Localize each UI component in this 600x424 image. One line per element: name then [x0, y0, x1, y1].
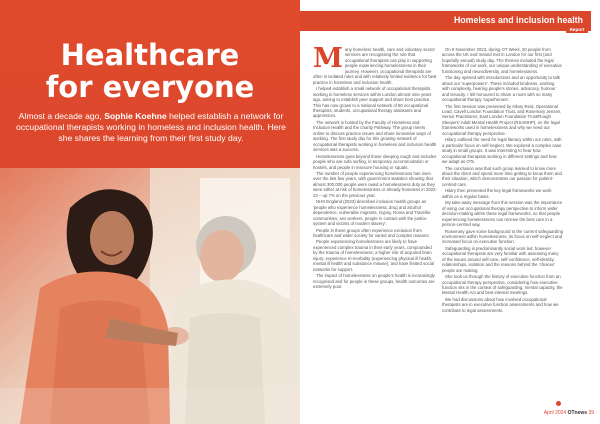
section-header-bar — [300, 11, 591, 31]
section-title: Homeless and inclusion health — [453, 15, 583, 25]
paragraph: The conclusion was that such group learned to know more about the client and spend more time getting to know them and their situation, which demonstrates our passion for patient-centred care. — [442, 165, 562, 187]
paragraph: The number of people experiencing homelessness has risen over the last few years, with government statistics showing that almost 300,000 people were owed a homelessness duty as they were either at risk of homelessness or already homeless in 2022-23 – up 7% on the previous year. — [313, 170, 437, 198]
drop-cap: M — [313, 43, 343, 74]
paragraph: Hilary outlined the need for legal literacy within our roles, with a particular focus on self-neglect. We explored a complex case study in small groups. It was interesting to hear how occupational therapists working in different settings and how we adapt as OTs. — [442, 137, 562, 165]
page-footer — [544, 410, 594, 416]
paragraph: The impact of homelessness on people's health is increasingly recognised and for people in these groups, health outcomes are extremely poor. — [313, 273, 435, 290]
intro-text-before: Almost a decade ago, — [18, 111, 105, 121]
portrait-photo-icon — [0, 168, 300, 424]
paragraph: The first session was presented by Hilary Reid, Operational Lead, Cavell London Foundation Trust, and Rosemary Jensen, Senior Practitioner, East London Foundation Trust/Rough Sleepers' Adult Mental Health Project (RSAMHP), on the legal frameworks used in homelessness and why we need our occupational therapy perspective. — [442, 103, 562, 136]
hero-intro — [12, 111, 290, 145]
paragraph: My take-away message from this session was the importance of using our occupational therapy perspective to inform wider decision-making within these legal frameworks, so that people experiencing homelessness can receive the best care in a person-centred way. — [442, 200, 563, 228]
paragraph: NHS England (2023) describes inclusion health groups as 'people who experience homelessness, drug and alcohol dependence, vulnerable migrants, Gypsy, Roma and Traveller communities, sex workers, people in contact with the justice system and victims of modern slavery'. — [313, 199, 431, 227]
paragraph: We had discussions about how involved occupational therapists are in executive function assessments and how we contribute to legal assessments. — [442, 296, 559, 313]
paragraph: People in these groups often experience exclusion from healthcare and wider society for varied and complex reasons. — [313, 227, 430, 238]
paragraph: Homelessness goes beyond those sleeping rough and includes people who are sofa surfing, in temporary accommodation or hostels, and people in insecure housing or squats. — [313, 153, 437, 170]
footer-month: April 2024 — [543, 410, 567, 416]
article-column-2 — [442, 47, 563, 314]
paragraph: I helped establish a small network of occupational therapists working in homeless services within London almost nine years ago, aiming to establish peer support and share best practice. This has now grown to a national network of 60 occupational therapists, students, occupational therapy assistants and apprentices. — [313, 86, 432, 119]
paragraph: On 9 November 2023, during OT Week, 20 people from across the UK and Ireland met in London for our first (and hopefully annual) study day. The themes included the legal frameworks of our work, our unique understanding of executive functioning and neurodiversity, and homelessness. — [442, 47, 562, 74]
article-end-icon — [556, 401, 561, 406]
hero-title-line2: for everyone — [45, 70, 255, 104]
footer-publication: OTnews — [567, 410, 588, 416]
intro-author-name: Sophie Koehne — [104, 111, 167, 121]
article-column-1 — [313, 43, 437, 290]
paragraph: The day opened with introductions and an opportunity to talk about our 'superpowers'. These included kindness, working with complexity, hearing people's stories, advocacy, humour and tenacity. I felt honoured to share a room with so many occupational therapy 'superheroes'. — [442, 75, 560, 103]
paragraph: The network is hosted by the Faculty of Homeless and Inclusion Health and the charity Pathway. The group meets online to discuss practice issues and share innovative ways of working. The first study day for this growing network of occupational therapists working in homeless and inclusion health services was a success. — [313, 119, 437, 153]
paragraph: Safeguarding is predominantly social work led, however occupational therapists are very familiar with assessing many of the issues around self-care, self-confidence, self-identity, relationships, isolation and the reasons behind the 'choices' people are making. — [442, 245, 559, 273]
paragraph: Rosemary gave some background to the current safeguarding environment within homelessness, its focus on self-neglect and increased focus on executive function. — [442, 228, 563, 245]
footer-page-number: 39 — [588, 410, 594, 416]
paragraph: any homeless health, care and voluntary sector services are recognising the role that occupational therapists can play in supporting people experiencing homelessness in their journey. However, occupational therapists are often in isolated roles and with relatively limited evidence for best practice in homeless and inclusion health. — [313, 47, 437, 85]
hero-title-line1: Healthcare — [60, 38, 240, 72]
paragraph: She took us through the history of executive function from an occupational therapy perspective, considering how executive function sits in the context of safeguarding, mental capacity, the Mental Health Act and best interest meetings. — [442, 274, 563, 296]
report-tag: Report — [566, 26, 588, 33]
intro-text-after: helped establish a network for occupational therapists working in homeless and inclusion health. Here she shares the learning from their first study day. — [16, 111, 286, 144]
paragraph: People experiencing homelessness are likely to have experienced complex trauma in their early years, compounded by the trauma of homelessness; a higher risk of acquired brain injury; experience tri-morbidity (experiencing physical ill health, mental ill health and substance misuse); and have limited social networks for support. — [313, 239, 435, 272]
paragraph: Hilary then presented the key legal frameworks we work within on a regular basis. — [442, 188, 552, 199]
